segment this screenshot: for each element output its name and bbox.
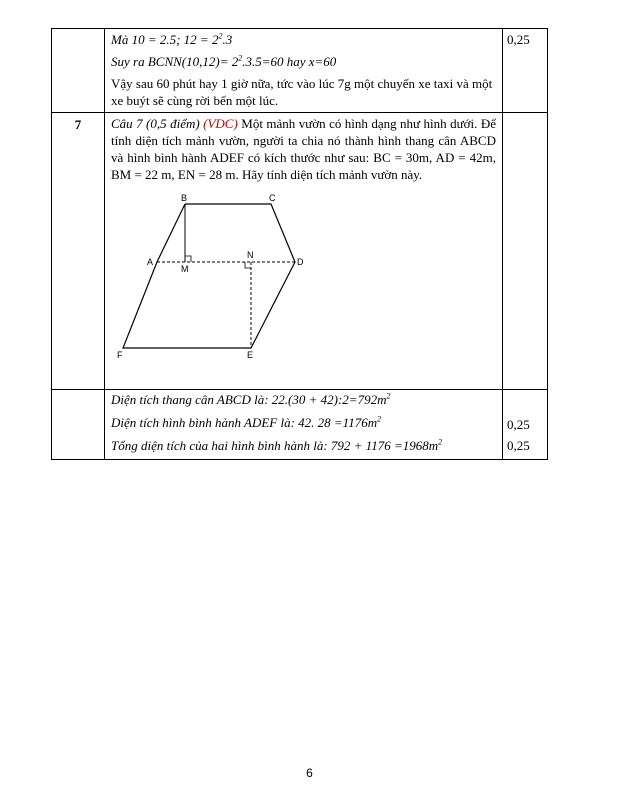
table-row — [52, 390, 548, 460]
question-text — [105, 113, 502, 186]
answer-line: Suy ra BCNN(10,12)= $2^2.3.5=60$ hay x=60 — [111, 53, 337, 69]
score-value: 0,25 — [507, 438, 530, 453]
question-level-tag: (VDC) — [203, 116, 238, 131]
question-number-cell — [52, 29, 105, 113]
right-angle-mark-m — [185, 256, 191, 262]
garden-figure — [109, 192, 304, 362]
answer-line: Mà 10 = 2.5; $12 = 2^2.3$ — [111, 31, 233, 47]
answer-line: Vậy sau 60 phút hay 1 giờ nữa, tức vào lúc 7g một chuyến xe taxi và một xe buýt sẽ cùng rời bến một lúc. — [111, 76, 493, 108]
question-body: Một mảnh vườn có hình dạng như hình dưới. Để tính diện tích mảnh vườn, người ta chia nó thành hình thang cân ABCD và hình bình hành ADEF có kích thước như sau: BC = 30m, AD = 42m, BM = 22 m, EN = 28 m. Hãy tính diện tích mảnh vườn này. — [111, 116, 496, 182]
solution-table — [51, 28, 548, 460]
answer-line: Tổng diện tích của hai hình bình hành là: $792 + 1176 =1968m^2$ — [111, 437, 443, 453]
question-label: Câu 7 (0,5 điểm) — [111, 116, 200, 131]
score-cell — [503, 113, 548, 390]
question-number-cell — [52, 113, 105, 390]
score-value: 0,25 — [507, 417, 530, 432]
score-cell — [503, 390, 548, 460]
garden-outline — [123, 204, 295, 348]
score-value: 0,25 — [507, 32, 530, 47]
question-number: 7 — [74, 117, 82, 132]
vertex-label-f: F — [117, 350, 123, 360]
vertex-label-b: B — [181, 193, 188, 203]
vertex-label-a: A — [147, 257, 154, 267]
answer-line: Diện tích hình bình hành ADEF là: 42. $28 =1176m^2$ — [111, 414, 382, 430]
vertex-label-d: D — [297, 257, 304, 267]
vertex-label-e: E — [247, 350, 254, 360]
vertex-label-c: C — [269, 193, 276, 203]
vertex-label-m: M — [181, 264, 189, 274]
question-number-cell — [52, 390, 105, 460]
vertex-label-n: N — [247, 250, 254, 260]
table-row — [52, 113, 548, 390]
question-cell — [105, 113, 503, 390]
score-cell — [503, 29, 548, 113]
answer-line: Diện tích thang cân ABCD là: $22.(30 + 42):2=792m^2$ — [111, 391, 391, 407]
right-angle-mark-n — [245, 262, 251, 268]
answer-cell — [105, 390, 503, 460]
answer-cell — [105, 29, 503, 113]
table-row — [52, 29, 548, 113]
page-number: 6 — [306, 766, 313, 780]
